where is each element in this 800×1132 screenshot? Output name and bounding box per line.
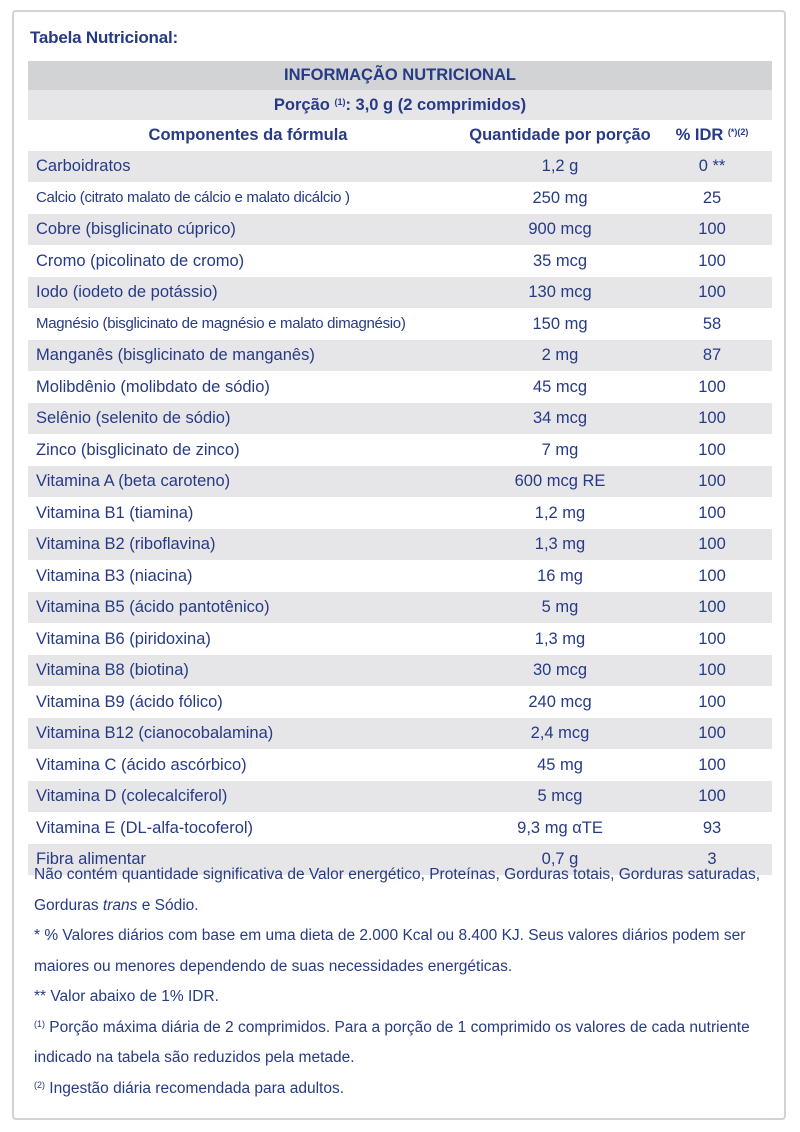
- column-header-row: [28, 120, 772, 151]
- cell-component: Molibdênio (molibdato de sódio): [36, 377, 270, 396]
- cell-quantity: 16 mg: [537, 566, 583, 585]
- table-row: [28, 498, 772, 530]
- cell-component: Calcio (citrato malato de cálcio e malato dicálcio ): [36, 188, 350, 206]
- cell-component: Vitamina B8 (biotina): [36, 661, 189, 679]
- table-row: [28, 372, 772, 404]
- cell-component: Fibra alimentar: [36, 850, 147, 868]
- cell-idr: 100: [698, 283, 726, 301]
- table-row: [28, 781, 772, 813]
- cell-component: Vitamina B1 (tiamina): [36, 503, 194, 522]
- cell-idr: 100: [698, 598, 726, 616]
- note-daily-values: * % Valores diários com base em uma dieta de 2.000 Kcal ou 8.400 KJ. Seus valores diários podem ser maiores ou menores dependendo de suas necessidades energéticas.: [34, 927, 746, 975]
- note-footnote-2: [34, 1074, 774, 1105]
- cell-component: Iodo (iodeto de potássio): [36, 283, 218, 301]
- note-not-significant: [34, 860, 774, 921]
- cell-quantity: 5 mcg: [537, 787, 583, 805]
- table-row: [28, 466, 772, 498]
- table-row: [28, 309, 772, 341]
- cell-idr: 3: [707, 850, 717, 868]
- cell-idr: 100: [698, 755, 726, 774]
- column-header-idr: [652, 120, 772, 151]
- cell-idr: 100: [698, 661, 726, 679]
- cell-quantity: 1,2 mg: [534, 503, 586, 522]
- cell-idr: 100: [698, 251, 726, 270]
- cell-component: Vitamina E (DL-alfa-tocoferol): [36, 818, 254, 837]
- cell-idr: 100: [698, 566, 726, 585]
- table-row: [28, 561, 772, 593]
- cell-quantity: 1,3 mg: [534, 629, 586, 648]
- cell-idr: 100: [698, 724, 726, 742]
- cell-quantity: 35 mcg: [532, 251, 588, 270]
- cell-quantity: 1,2 g: [541, 157, 579, 175]
- note-not-significant-a: Não contém quantidade significativa de Valor energético, Proteínas, Gorduras totais, Gorduras saturadas, Gorduras: [34, 866, 761, 914]
- table-notes: [34, 860, 774, 1104]
- cell-quantity: 45 mg: [537, 755, 583, 774]
- cell-idr: 0 **: [698, 157, 726, 175]
- cell-idr: 93: [702, 818, 722, 837]
- footnote-2-mark: (2): [34, 1079, 45, 1090]
- column-header-quantity: Quantidade por porção: [469, 126, 651, 144]
- table-row: [28, 687, 772, 719]
- cell-quantity: 130 mcg: [528, 283, 592, 301]
- portion-value: : 3,0 g (2 comprimidos): [345, 96, 527, 114]
- table-row: [28, 183, 772, 215]
- note-not-significant-b: e Sódio.: [137, 896, 199, 914]
- cell-quantity: 5 mg: [541, 598, 579, 616]
- cell-idr: 100: [698, 472, 726, 490]
- cell-quantity: 150 mg: [532, 314, 588, 333]
- column-header-idr-label: % IDR: [675, 126, 724, 144]
- cell-component: Vitamina B2 (riboflavina): [36, 535, 216, 553]
- cell-idr: 100: [698, 629, 726, 648]
- cell-quantity: 0,7 g: [541, 850, 579, 868]
- cell-quantity: 45 mcg: [532, 377, 588, 396]
- cell-idr: 25: [702, 188, 722, 207]
- cell-idr: 100: [698, 535, 726, 553]
- cell-quantity: 34 mcg: [532, 409, 588, 427]
- note-trans-word: trans: [102, 896, 138, 914]
- cell-component: Vitamina D (colecalciferol): [36, 787, 228, 805]
- cell-component: Carboidratos: [36, 157, 131, 175]
- cell-component: Vitamina B5 (ácido pantotênico): [36, 598, 270, 616]
- cell-idr: 87: [702, 346, 722, 364]
- cell-quantity: 1,3 mg: [534, 535, 586, 553]
- cell-quantity: 2,4 mcg: [530, 724, 590, 742]
- cell-quantity: 240 mcg: [528, 692, 592, 711]
- table-row: [28, 340, 772, 372]
- nutrition-table: [28, 61, 772, 876]
- portion-prefix: Porção: [273, 96, 330, 114]
- cell-idr: 100: [698, 220, 726, 238]
- footnote-2-text: Ingestão diária recomendada para adultos.: [45, 1079, 345, 1097]
- cell-quantity: 250 mg: [532, 188, 588, 207]
- cell-component: Vitamina B3 (niacina): [36, 566, 193, 585]
- table-row: [28, 624, 772, 656]
- footnote-1-text: Porção máxima diária de 2 comprimidos. Para a porção de 1 comprimido os valores de cada nutriente indicado na tabela são reduzidos pela metade.: [34, 1018, 750, 1066]
- table-header-band: INFORMAÇÃO NUTRICIONAL: [28, 61, 772, 90]
- cell-idr: 100: [698, 440, 726, 459]
- portion-band: [28, 90, 772, 120]
- table-row: [28, 750, 772, 782]
- table-row: [28, 246, 772, 278]
- table-row: [28, 655, 772, 687]
- table-row: [28, 718, 772, 750]
- cell-idr: 58: [702, 314, 722, 333]
- table-row: [28, 435, 772, 467]
- cell-component: Zinco (bisglicinato de zinco): [36, 440, 240, 459]
- column-header-component: Componentes da fórmula: [148, 126, 348, 144]
- note-below-idr: ** Valor abaixo de 1% IDR.: [34, 988, 219, 1005]
- cell-idr: 100: [698, 409, 726, 427]
- cell-component: Vitamina B6 (piridoxina): [36, 629, 211, 648]
- cell-idr: 100: [698, 377, 726, 396]
- cell-quantity: 9,3 mg αTE: [517, 818, 603, 837]
- table-body: [28, 151, 772, 876]
- note-footnote-1: [34, 1013, 774, 1074]
- table-row: [28, 277, 772, 309]
- cell-component: Magnésio (bisglicinato de magnésio e malato dimagnésio): [36, 314, 406, 332]
- table-row: [28, 813, 772, 845]
- cell-quantity: 30 mcg: [532, 661, 588, 679]
- cell-component: Vitamina B9 (ácido fólico): [36, 692, 223, 711]
- cell-component: Vitamina A (beta caroteno): [36, 472, 231, 490]
- cell-quantity: 2 mg: [541, 346, 579, 364]
- cell-quantity: 7 mg: [541, 440, 579, 459]
- table-row: [28, 592, 772, 624]
- cell-idr: 100: [698, 787, 726, 805]
- column-header-idr-mark: (*)(2): [727, 127, 749, 137]
- cell-component: Vitamina B12 (cianocobalamina): [36, 724, 274, 742]
- document-title: Tabela Nutricional:: [30, 28, 178, 47]
- cell-idr: 100: [698, 503, 726, 522]
- cell-component: Manganês (bisglicinato de manganês): [36, 346, 315, 364]
- footnote-1-mark: (1): [34, 1018, 45, 1029]
- table-row: [28, 151, 772, 183]
- table-row: [28, 214, 772, 246]
- table-row: [28, 403, 772, 435]
- cell-idr: 100: [698, 692, 726, 711]
- cell-component: Selênio (selenito de sódio): [36, 409, 231, 427]
- cell-quantity: 600 mcg RE: [514, 472, 606, 490]
- cell-component: Cromo (picolinato de cromo): [36, 251, 245, 270]
- table-row: [28, 529, 772, 561]
- portion-footnote-mark: (1): [334, 97, 346, 107]
- cell-quantity: 900 mcg: [528, 220, 592, 238]
- cell-component: Vitamina C (ácido ascórbico): [36, 755, 247, 774]
- cell-component: Cobre (bisglicinato cúprico): [36, 220, 236, 238]
